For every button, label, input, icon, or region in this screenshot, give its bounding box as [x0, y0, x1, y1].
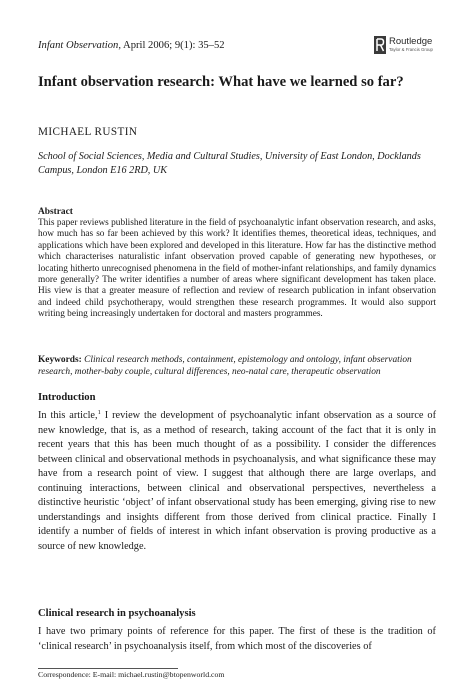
author-name: MICHAEL RUSTIN — [38, 126, 138, 138]
keywords-label: Keywords: — [38, 355, 82, 365]
abstract-text: This paper reviews published literature in the field of psychoanalytic infant observation research, and asks, how much has so far been achieved by this work? It identifies themes, theoretical ideas, techniques, and applications which have been explored and developed in this literature. How far has the distinctive method which characterises naturalistic infant observation proved capable of generating new hypotheses, or locating hitherto unrecognised phenomena in the field of mother-infant relationships, and family dynamics more generally? The writer identifies a number of areas where significant development has taken place. His view is that a greater measure of reflection and review of research publication in infant observation and indeed child psychotherapy, would strengthen these research programmes. It would also support writing being increasingly undertaken for doctoral and masters programmes. — [38, 218, 436, 320]
clinical-research-heading: Clinical research in psychoanalysis — [38, 608, 196, 619]
publisher-logo — [374, 36, 456, 56]
footnote-rule — [38, 668, 178, 669]
routledge-logo-icon — [374, 36, 386, 54]
introduction-heading: Introduction — [38, 392, 96, 403]
footnote-marker: 1 — [97, 409, 101, 416]
journal-citation — [38, 40, 225, 51]
abstract-heading: Abstract — [38, 207, 73, 217]
introduction-text — [38, 409, 436, 554]
journal-name: Infant Observation, — [38, 40, 121, 51]
clinical-research-text: I have two primary points of reference for this paper. The first of these is the tradition of ‘clinical research’ in psychoanalysis itself, from which most of the discoveries of — [38, 626, 436, 652]
keywords — [38, 354, 436, 378]
publisher-subtitle: Taylor & Francis Group — [389, 47, 433, 52]
introduction-body: I review the development of psychoanalytic infant observation as a source of new knowledge, that is, as a method of research, taking account of the fact that it is only in recent years that this has been much thought of as a possibility. I consider the differences between clinical and observational methods in psychoanalysis, and what significance these may have from a research point of view. I suggest that although there are large overlaps, and continuing interactions, between clinical and observational perspectives, nevertheless a distinctive heuristic ‘object’ of infant observational study has been emerging, giving rise to new understandings and insights different from those derived from clinical practice. Finally I identify a number of fields of interest in which infant observation is proving productive as a source of new knowledge. — [38, 410, 436, 552]
keywords-list: Clinical research methods, containment, epistemology and ontology, infant observation research, mother-baby couple, cultural differences, neo-natal care, therapeutic observation — [38, 355, 412, 377]
correspondence-email: Correspondence: E-mail: michael.rustin@btopenworld.com — [38, 670, 225, 679]
introduction-lead: In this article, — [38, 410, 98, 421]
publisher-name: Routledge — [389, 36, 433, 47]
article-title: Infant observation research: What have we learned so far? — [38, 74, 404, 90]
journal-issue: April 2006; 9(1): 35–52 — [120, 40, 225, 51]
author-affiliation: School of Social Sciences, Media and Cultural Studies, University of East London, Docklands Campus, London E16 2RD, UK — [38, 151, 421, 176]
